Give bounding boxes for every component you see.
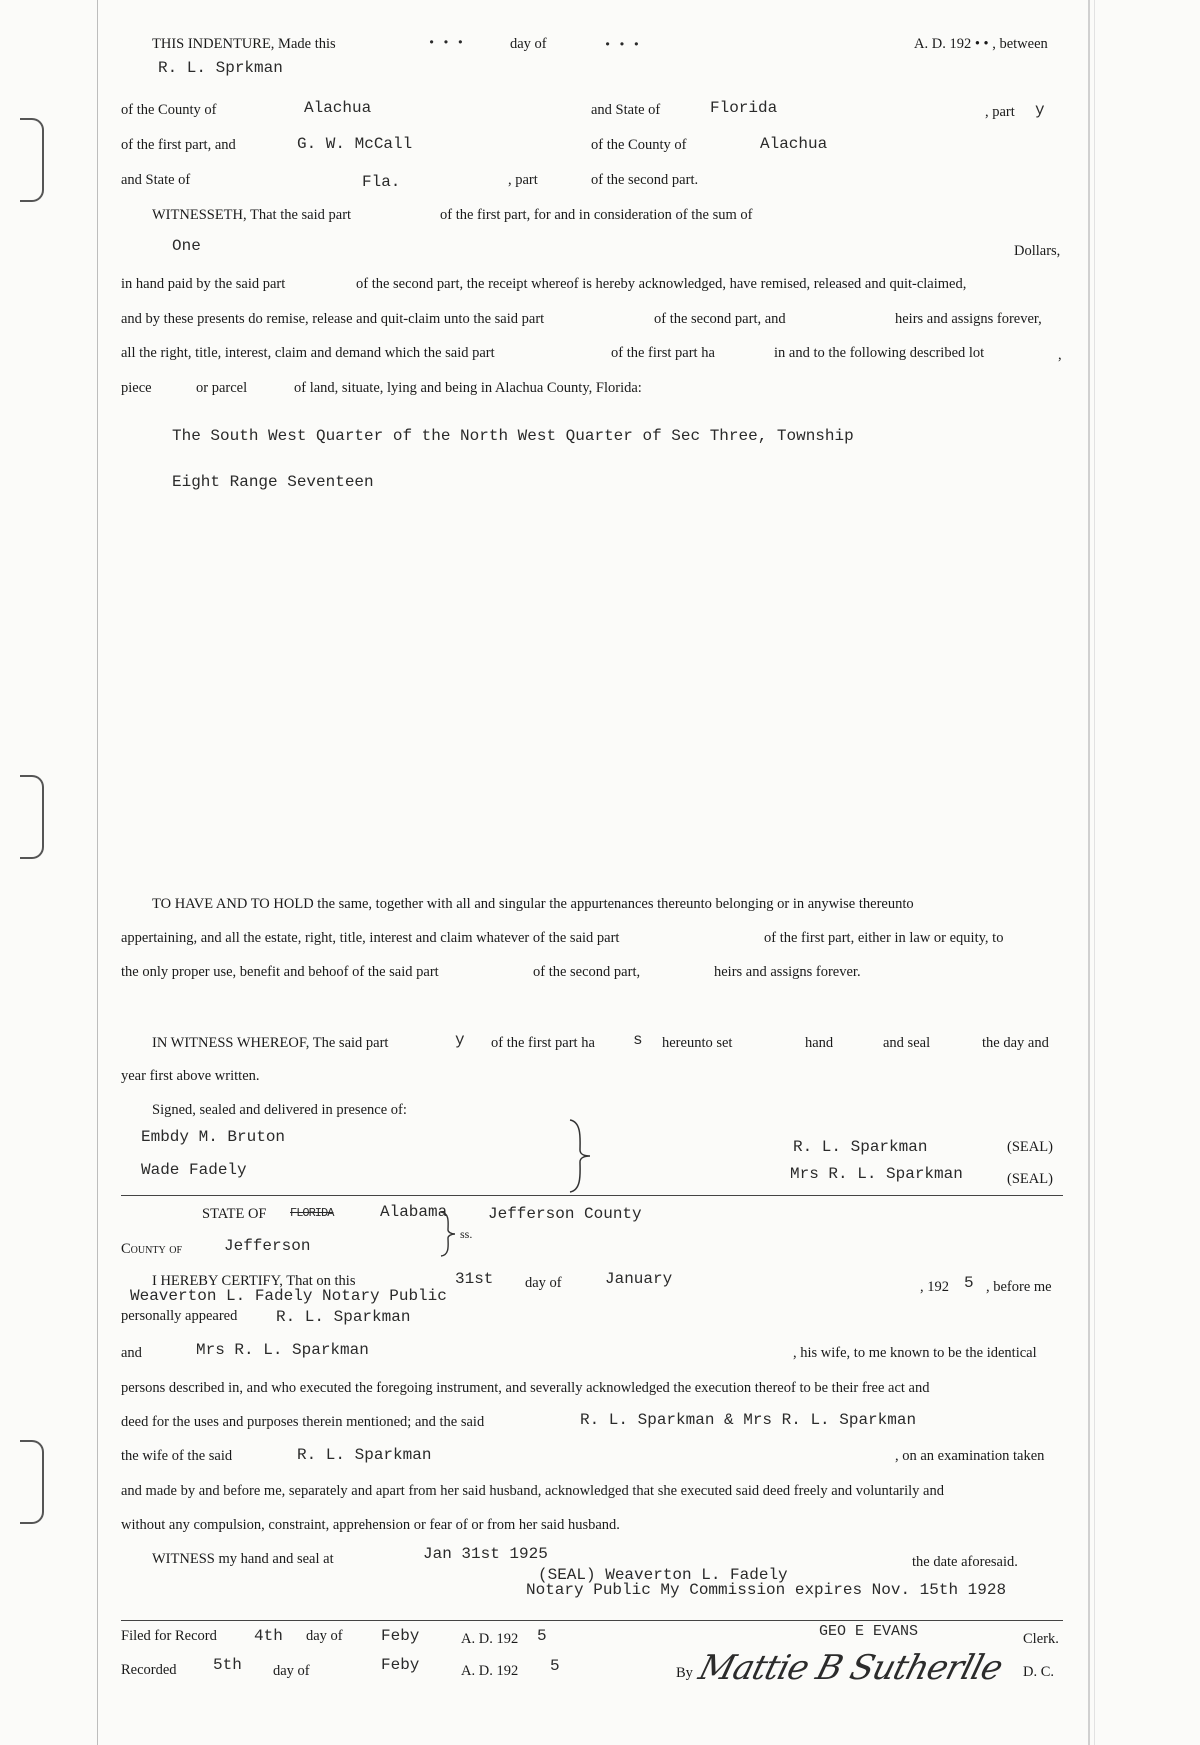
certify-year-label: , 192 [920, 1279, 949, 1295]
parcel-label: or parcel [196, 380, 248, 396]
day-of-label: day of [510, 36, 547, 52]
grantor-state: Florida [710, 99, 778, 117]
page-right-edge [1088, 0, 1090, 1745]
witness-day-and: the day and [982, 1035, 1049, 1051]
clerk-label: Clerk. [1023, 1631, 1059, 1647]
grantee-county: Alachua [760, 135, 828, 153]
notary-commission: Notary Public My Commission expires Nov. 15th 1928 [526, 1581, 1007, 1599]
witnesseth-b: of the first part, for and in consideration of the sum of [440, 207, 753, 223]
right-title-c: in and to the following described lot [774, 345, 985, 361]
witness-whereof-c: hereunto set [662, 1035, 733, 1051]
witness-whereof-b: of the first part ha [491, 1035, 595, 1051]
by-label: By [676, 1665, 693, 1681]
recorded-day: 5th [213, 1656, 242, 1674]
binder-hole-bottom [20, 1440, 44, 1524]
made-by: and made by and before me, separately and apart from her said husband, acknowledged that she executed said deed freely and voluntarily and [121, 1483, 944, 1499]
second-part-label: of the second part. [591, 172, 699, 188]
personally-appeared: personally appeared [121, 1308, 238, 1324]
certify-year: 5 [964, 1274, 974, 1292]
page-left-edge [97, 0, 98, 1745]
attesting-witness-1: Embdy M. Bruton [141, 1128, 286, 1146]
first-part-label: of the first part, and [121, 137, 236, 153]
dollars-label: Dollars, [1014, 243, 1061, 259]
without-compulsion: without any compulsion, constraint, apprehension or fear of or from her said husband. [121, 1517, 620, 1533]
certify-day: 31st [455, 1270, 494, 1288]
notary-officer: Weaverton L. Fadely Notary Public [130, 1287, 447, 1305]
recorded-month: Feby [381, 1656, 420, 1674]
state-label-2: and State of [121, 172, 191, 188]
habendum-3c: heirs and assigns forever. [714, 964, 861, 980]
grantor-county: Alachua [304, 99, 372, 117]
witness-s: s [633, 1031, 643, 1049]
grantor-name: R. L. Sprkman [158, 59, 283, 77]
seal-1: (SEAL) [1007, 1139, 1053, 1155]
deed-uses: deed for the uses and purposes therein mentioned; and the said [121, 1414, 485, 1430]
filed-day: 4th [254, 1627, 283, 1645]
witness-hand-seal: WITNESS my hand and seal at [152, 1551, 334, 1567]
grantee-state: Fla. [362, 173, 401, 191]
attesting-witness-2: Wade Fadely [141, 1161, 247, 1179]
witness-y: y [455, 1031, 465, 1049]
habendum-2b: of the first part, either in law or equity, to [764, 930, 1004, 946]
ack-county-typed: Jefferson County [488, 1205, 642, 1223]
examination-taken: , on an examination taken [895, 1448, 1045, 1464]
party-y: y [1035, 101, 1045, 119]
appeared-name: R. L. Sparkman [276, 1308, 411, 1326]
section-divider-1 [121, 1195, 1063, 1196]
habendum-3a: the only proper use, benefit and behoof of the said part [121, 964, 439, 980]
paid-a: in hand paid by the said part [121, 276, 286, 292]
and-label: and [121, 1345, 142, 1361]
filed-year: 5 [537, 1627, 547, 1645]
date-aforesaid: the date aforesaid. [912, 1554, 1018, 1570]
ss-brace [438, 1210, 458, 1258]
county-of-label: County of [121, 1241, 183, 1257]
state-label: and State of [591, 102, 661, 118]
remise-a: and by these presents do remise, release and quit-claim unto the said part [121, 311, 545, 327]
remise-c: heirs and assigns forever, [895, 311, 1042, 327]
land-description-1: The South West Quarter of the North West Quarter of Sec Three, Township [172, 427, 854, 445]
recorded-year: 5 [550, 1657, 560, 1675]
ss-label: ss. [460, 1227, 473, 1241]
grantee-name: G. W. McCall [297, 135, 413, 153]
notary-seal-line: (SEAL) Weaverton L. Fadely [538, 1566, 788, 1584]
party-label: , part [985, 104, 1015, 120]
filed-month: Feby [381, 1627, 420, 1645]
grantor-signature-2: Mrs R. L. Sparkman [790, 1165, 963, 1183]
certify-a: I HEREBY CERTIFY, That on this [152, 1273, 356, 1289]
certify-month: January [605, 1270, 673, 1288]
witness-whereof-a: IN WITNESS WHEREOF, The said part [152, 1035, 389, 1051]
state-struck: FLORIDA [290, 1206, 334, 1220]
certify-day-of: day of [525, 1275, 562, 1291]
ad-between: A. D. 192 • • , between [914, 36, 1048, 52]
witness-year: year first above written. [121, 1068, 260, 1084]
witness-seal: and seal [883, 1035, 931, 1051]
county-label-2: of the County of [591, 137, 687, 153]
his-wife: , his wife, to me known to be the identical [793, 1345, 1037, 1361]
recorded-day-of: day of [273, 1663, 310, 1679]
wife-of-said: the wife of the said [121, 1448, 233, 1464]
part-label: , part [508, 172, 538, 188]
witnesseth-a: WITNESSETH, That the said part [152, 207, 352, 223]
right-title-b: of the first part ha [611, 345, 715, 361]
grantor-signature-1: R. L. Sparkman [793, 1138, 928, 1156]
witness-hand: hand [805, 1035, 834, 1051]
said-parties: R. L. Sparkman & Mrs R. L. Sparkman [580, 1411, 917, 1429]
right-title-a: all the right, title, interest, claim and demand which the said part [121, 345, 495, 361]
persons-described: persons described in, and who executed the foregoing instrument, and severally acknowledged the execution thereof to be their free act and [121, 1380, 930, 1396]
land-description-2: Eight Range Seventeen [172, 473, 374, 491]
month-dots: • • • [604, 38, 641, 52]
recorded-ad: A. D. 192 [461, 1663, 519, 1679]
paid-b: of the second part, the receipt whereof is hereby acknowledged, have remised, released and quit-claimed, [356, 276, 967, 292]
page-right-edge-inner [1094, 0, 1095, 1745]
binder-hole-top [20, 118, 44, 202]
indenture-intro: THIS INDENTURE, Made this [152, 36, 336, 52]
wife-name: Mrs R. L. Sparkman [196, 1341, 369, 1359]
remise-b: of the second part, and [654, 311, 786, 327]
right-title-d: , [1058, 347, 1062, 363]
witness-date: Jan 31st 1925 [423, 1545, 548, 1563]
binder-hole-middle [20, 775, 44, 859]
husband-name: R. L. Sparkman [297, 1446, 432, 1464]
seal-2: (SEAL) [1007, 1171, 1053, 1187]
recorded-label: Recorded [121, 1662, 177, 1678]
day-dots: • • • [428, 36, 465, 50]
section-divider-2 [121, 1620, 1063, 1621]
clerk-name: GEO E EVANS [819, 1623, 919, 1640]
witness-brace [566, 1118, 596, 1194]
ack-county: Jefferson [224, 1237, 311, 1255]
filed-ad: A. D. 192 [461, 1631, 519, 1647]
piece-label: piece [121, 380, 152, 396]
land-situate: of land, situate, lying and being in Alachua County, Florida: [294, 380, 642, 396]
dc-label: D. C. [1023, 1664, 1055, 1680]
deputy-clerk-signature: Mattie B Sutherlle [694, 1648, 1007, 1688]
county-label: of the County of [121, 102, 217, 118]
filed-day-of: day of [306, 1628, 343, 1644]
habendum-2a: appertaining, and all the estate, right, title, interest and claim whatever of the said part [121, 930, 620, 946]
signed-sealed: Signed, sealed and delivered in presence of: [152, 1102, 407, 1118]
before-me: , before me [986, 1279, 1052, 1295]
state-of-label: STATE OF [202, 1206, 267, 1222]
consideration-sum: One [172, 237, 201, 255]
filed-for-record: Filed for Record [121, 1628, 217, 1644]
habendum-3b: of the second part, [533, 964, 641, 980]
habendum-1: TO HAVE AND TO HOLD the same, together with all and singular the appurtenances thereunto belonging or in anywise thereunto [152, 896, 914, 912]
ack-state: Alabama [380, 1203, 448, 1221]
